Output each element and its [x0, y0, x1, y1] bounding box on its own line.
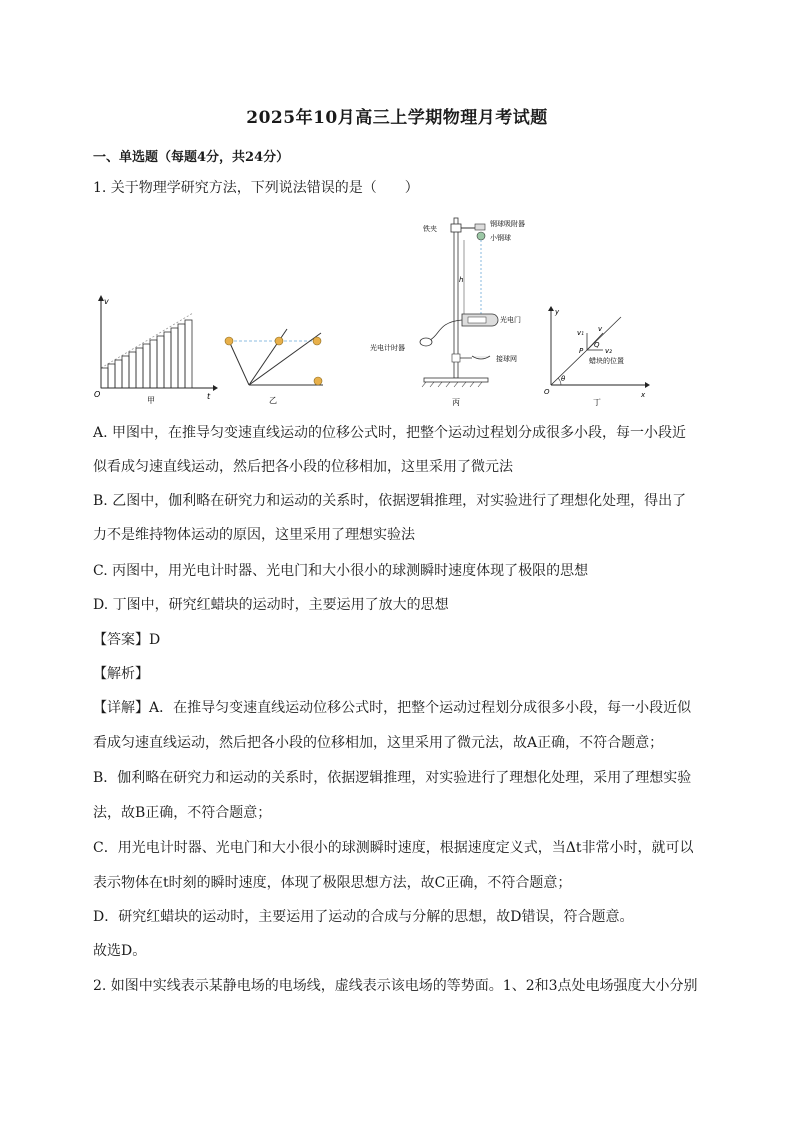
analysis-heading: 【解析】 [93, 666, 149, 682]
option-b-line-2: 力不是维持物体运动的原因，这里采用了理想实验法 [93, 527, 415, 543]
detail-line-4: 法，故B正确，不符合题意； [93, 805, 272, 821]
ding-v-label: v [598, 325, 603, 333]
question-1-stem: 1. 关于物理学研究方法，下列说法错误的是（ ） [93, 180, 419, 196]
bing-gate-label: 光电门 [500, 316, 521, 324]
answer: 【答案】D [93, 632, 161, 648]
ding-v2-label: v₂ [605, 347, 612, 355]
bing-caption: 丙 [452, 398, 460, 407]
detail-line-5: C．用光电计时器、光电门和大小很小的球测瞬时速度，根据速度定义式，当Δt非常小时，就可以 [93, 840, 694, 856]
jia-origin-label: O [94, 390, 101, 399]
bing-net-label: 接球网 [496, 355, 517, 363]
option-a-line-1: A. 甲图中，在推导匀变速直线运动的位移公式时，把整个运动过程划分成很多小段，每一小段近 [93, 425, 687, 441]
yi-caption: 乙 [269, 396, 277, 405]
bing-h-label: h [459, 276, 464, 284]
detail-line-2: 看成匀速直线运动，然后把各小段的位移相加，这里采用了微元法，故A正确，不符合题意； [93, 735, 664, 751]
jia-x-axis-label: t [207, 392, 211, 401]
question-2-stem: 2. 如图中实线表示某静电场的电场线，虚线表示该电场的等势面。1、2和3点处电场强度大小分别 [93, 978, 698, 994]
ding-y-axis-label: y [555, 308, 560, 316]
option-d: D. 丁图中，研究红蜡块的运动时，主要运用了放大的思想 [93, 597, 449, 613]
ding-x-axis-label: x [641, 391, 646, 399]
ding-origin-label: O [544, 388, 550, 396]
detail-line-7: D．研究红蜡块的运动时，主要运用了运动的合成与分解的思想，故D错误，符合题意。 [93, 909, 634, 925]
jia-caption: 甲 [147, 396, 155, 405]
option-c: C. 丙图中，用光电计时器、光电门和大小很小的球测瞬时速度体现了极限的思想 [93, 563, 589, 579]
ding-theta-label: θ [561, 375, 566, 383]
question-1-figures [93, 205, 653, 410]
bing-holder-label: 钢球吸附器 [490, 220, 525, 228]
figure-jia [93, 293, 218, 408]
ding-v1-label: v₁ [577, 329, 584, 337]
conclusion: 故选D。 [93, 943, 147, 959]
ding-p-label: P [579, 347, 584, 355]
ding-q-label: Q [594, 341, 600, 349]
option-a-line-2: 似看成匀速直线运动，然后把各小段的位移相加，这里采用了微元法 [93, 459, 513, 475]
figure-yi [221, 325, 331, 410]
detail-line-3: B．伽利略在研究力和运动的关系时，依据逻辑推理，对实验进行了理想化处理，采用了理想实验 [93, 770, 692, 786]
detail-line-1: 【详解】A．在推导匀变速直线运动位移公式时，把整个运动过程划分成很多小段，每一小段近似 [93, 700, 692, 716]
ding-caption: 丁 [593, 398, 601, 407]
bing-ball-label: 小钢球 [490, 234, 511, 242]
figure-ding [541, 305, 653, 410]
option-b-line-1: B. 乙图中，伽利略在研究力和运动的关系时，依据逻辑推理，对实验进行了理想化处理，得出了 [93, 493, 687, 509]
section-heading: 一、单选题（每题4分，共24分） [93, 150, 290, 165]
figure-bing [368, 210, 548, 410]
jia-y-axis-label: v [104, 297, 109, 306]
page-title: 2025年10月高三上学期物理月考试题 [246, 108, 548, 128]
ding-block-label: 蜡块的位置 [589, 357, 624, 365]
bing-timer-label: 光电计时器 [370, 344, 405, 352]
bing-clamp-label: 铁夹 [423, 225, 437, 233]
detail-line-6: 表示物体在t时刻的瞬时速度，体现了极限思想方法，故C正确，不符合题意； [93, 875, 572, 891]
